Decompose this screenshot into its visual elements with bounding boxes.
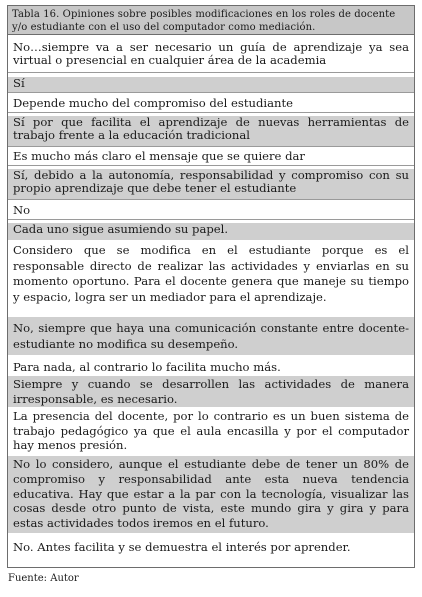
table-row: Sí xyxy=(8,77,414,93)
table-row: No. Antes facilita y se demuestra el interés por aprender. xyxy=(13,541,351,554)
table-row: No…siempre va a ser necesario un guía de aprendizaje ya sea virtual o presencial en cualquier área de la academia xyxy=(8,41,414,73)
table-row: Para nada, al contrario lo facilita mucho más. xyxy=(13,360,281,374)
table-row: Siempre y cuando se desarrollen las actividades de manera irresponsable, es necesario. xyxy=(8,376,414,407)
table-row: No, siempre que haya una comunicación constante entre docente-estudiante no modifica su desempeño. xyxy=(8,317,414,355)
table-row: Depende mucho del compromiso del estudiante xyxy=(8,97,414,113)
table-row: La presencia del docente, por lo contrario es un buen sistema de trabajo pedagógico ya que el aula encasilla y por el computador hay menos presión. xyxy=(13,409,409,452)
table-row: Considero que se modifica en el estudiante porque es el responsable directo de realizar las actividades y enviarlas en su momento oportuno. Para el docente genera que maneje su tiempo y espacio, logra ser un mediador para el aprendizaje. xyxy=(13,243,409,304)
table-row: Cada uno sigue asumiendo su papel. xyxy=(8,223,414,240)
table-row: Es mucho más claro el mensaje que se quiere dar xyxy=(8,150,414,166)
source-note: Fuente: Autor xyxy=(8,573,79,584)
table-row: No xyxy=(8,204,414,220)
table-caption: Tabla 16. Opiniones sobre posibles modificaciones en los roles de docente y/o estudiante con el uso del computador como mediación. xyxy=(8,6,414,35)
table-row: No lo considero, aunque el estudiante debe de tener un 80% de compromiso y responsabilidad ante esta nueva tendencia educativa. Hay que estar a la par con la tecnología, visualizar las cosas desde otro punto de vista, este mundo gira y gira y para estas actividades todos iremos en el futuro. xyxy=(8,456,414,533)
table-row: Sí por que facilita el aprendizaje de nuevas herramientas de trabajo frente a la educación tradicional xyxy=(8,116,414,147)
table-row: Sí, debido a la autonomía, responsabilidad y compromiso con su propio aprendizaje que debe tener el estudiante xyxy=(8,169,414,200)
